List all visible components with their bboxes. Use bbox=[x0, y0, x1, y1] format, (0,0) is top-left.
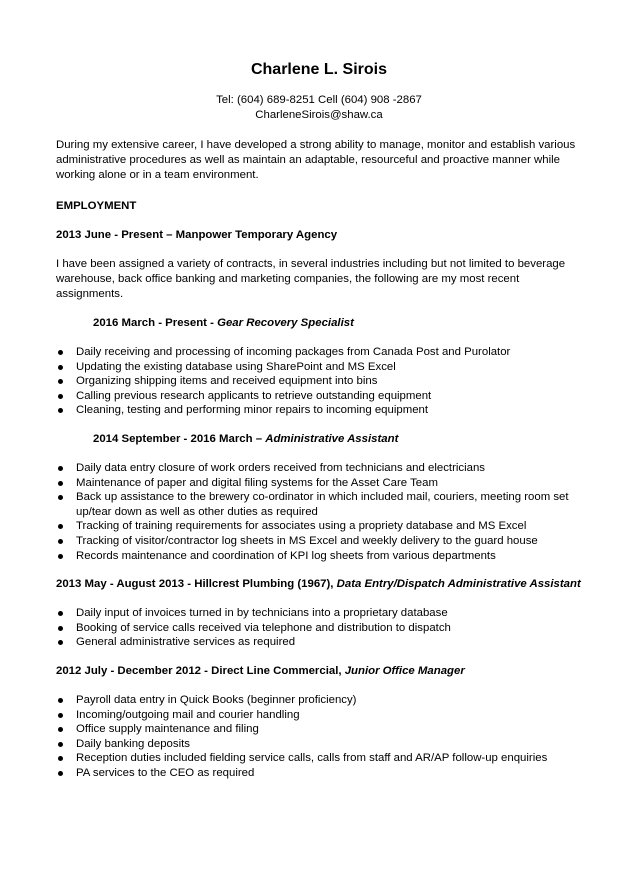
list-item: Reception duties included fielding service calls, calls from staff and AR/AP follow-up enquiries bbox=[56, 751, 582, 766]
email-address: CharleneSirois@shaw.ca bbox=[255, 109, 383, 121]
candidate-name: Charlene L. Sirois bbox=[250, 61, 388, 78]
list-item: Daily input of invoices turned in by technicians into a proprietary database bbox=[56, 606, 582, 621]
assignment1-role: Gear Recovery Specialist bbox=[217, 317, 354, 329]
assignment1-list bbox=[56, 345, 582, 418]
job3-role: Junior Office Manager bbox=[344, 664, 465, 677]
job1-heading: 2013 June - Present – Manpower Temporary Agency bbox=[56, 229, 338, 241]
list-item: Payroll data entry in Quick Books (beginner proficiency) bbox=[56, 693, 582, 708]
assignment1-dates: 2016 March - Present - bbox=[93, 317, 218, 329]
list-item: General administrative services as required bbox=[56, 635, 582, 650]
list-item: Booking of service calls received via telephone and distribution to dispatch bbox=[56, 621, 582, 636]
assignment1-heading bbox=[93, 316, 582, 331]
list-item: Daily data entry closure of work orders received from technicians and electricians bbox=[56, 461, 582, 476]
list-item: Office supply maintenance and filing bbox=[56, 722, 582, 737]
contact-block bbox=[56, 93, 582, 123]
list-item: Records maintenance and coordination of KPI log sheets from various departments bbox=[56, 549, 582, 564]
list-item: Tracking of visitor/contractor log sheets in MS Excel and weekly delivery to the guard house bbox=[56, 534, 582, 549]
job2-role: Data Entry/Dispatch Administrative Assistant bbox=[336, 578, 581, 591]
assignment2-dates: 2014 September - 2016 March – bbox=[93, 432, 266, 445]
list-item: Daily receiving and processing of incoming packages from Canada Post and Purolator bbox=[56, 345, 582, 360]
job3-list bbox=[56, 693, 582, 781]
job3-heading bbox=[56, 664, 582, 679]
assignment2-heading bbox=[93, 432, 582, 447]
resume-page bbox=[0, 60, 638, 886]
job2-list bbox=[56, 606, 582, 650]
list-item: Daily banking deposits bbox=[56, 737, 582, 752]
list-item: PA services to the CEO as required bbox=[56, 766, 582, 781]
list-item: Tracking of training requirements for associates using a propriety database and MS Excel bbox=[56, 519, 582, 534]
list-item: Incoming/outgoing mail and courier handling bbox=[56, 708, 582, 723]
job1-description: I have been assigned a variety of contracts, in several industries including but not limited to beverage warehouse, back office banking and marketing companies, the following are my most recent assignments. bbox=[56, 258, 566, 300]
list-item: Calling previous research applicants to retrieve outstanding equipment bbox=[56, 389, 582, 404]
list-item: Back up assistance to the brewery co-ordinator in which included mail, couriers, meeting room set up/tear down as well as other duties as required bbox=[56, 490, 582, 519]
list-item: Updating the existing database using SharePoint and MS Excel bbox=[56, 360, 582, 375]
phone-numbers: Tel: (604) 689-8251 Cell (604) 908 -2867 bbox=[216, 94, 422, 106]
assignment2-list bbox=[56, 461, 582, 563]
assignment2-role: Administrative Assistant bbox=[265, 432, 399, 445]
job2-heading bbox=[56, 577, 582, 592]
employment-heading: EMPLOYMENT bbox=[56, 200, 137, 212]
job3-dates-company: 2012 July - December 2012 - Direct Line Commercial, bbox=[56, 664, 345, 677]
summary-paragraph: During my extensive career, I have developed a strong ability to manage, monitor and establish various administrative procedures as well as maintain an adaptable, resourceful and proactive manner while working alone or in a team environment. bbox=[56, 139, 576, 181]
list-item: Cleaning, testing and performing minor repairs to incoming equipment bbox=[56, 403, 582, 418]
job2-dates-company: 2013 May - August 2013 - Hillcrest Plumbing (1967), bbox=[56, 578, 337, 591]
list-item: Maintenance of paper and digital filing systems for the Asset Care Team bbox=[56, 476, 582, 491]
list-item: Organizing shipping items and received equipment into bins bbox=[56, 374, 582, 389]
